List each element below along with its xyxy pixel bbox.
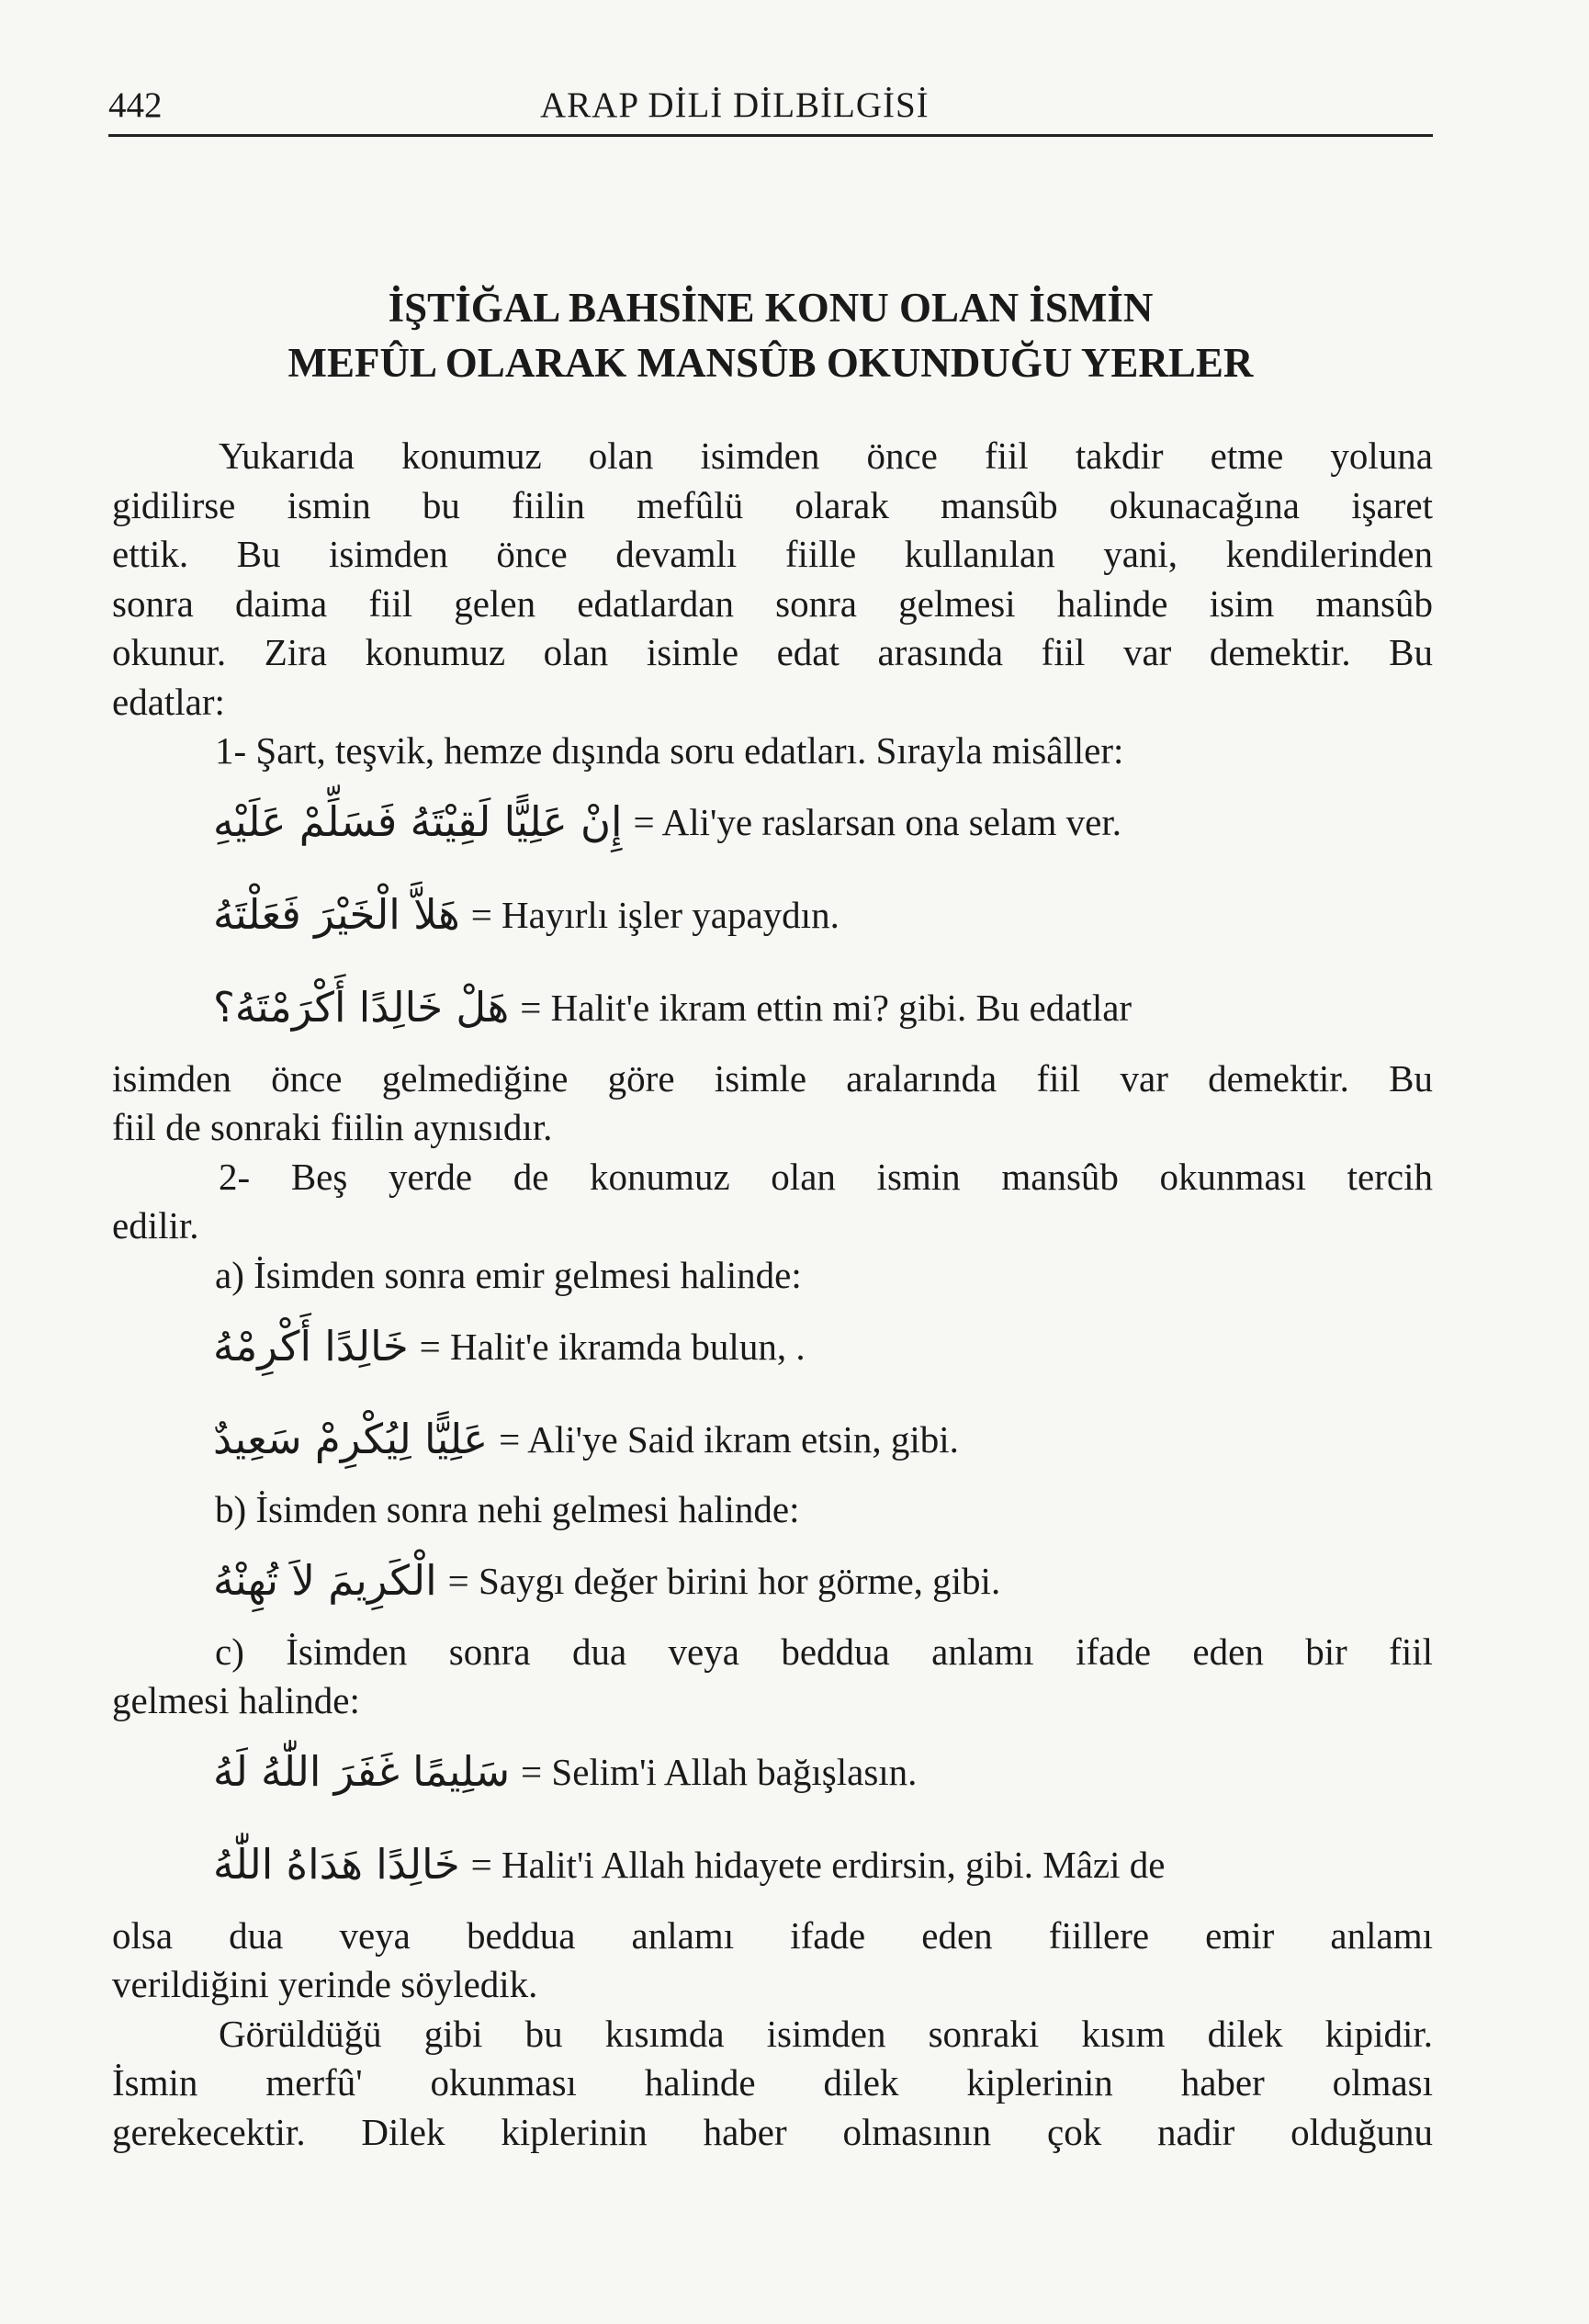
section-title-line-1: İŞTİĞAL BAHSİNE KONU OLAN İSMİN bbox=[388, 285, 1154, 331]
example-2 bbox=[112, 869, 1433, 962]
section-title-line-2: MEFÛL OLARAK MANSÛB OKUNDUĞU YERLER bbox=[287, 340, 1254, 386]
example-4 bbox=[112, 1300, 1433, 1393]
paragraph-line: edatlar: bbox=[112, 680, 225, 723]
list-item-2-cont: edilir. bbox=[112, 1204, 199, 1247]
example-translation: = Halit'e ikramda bulun, . bbox=[419, 1325, 806, 1368]
arabic-example: إِنْ عَلِيًّا لَقِيْتَهُ فَسَلِّمْ عَلَيْهِ bbox=[213, 797, 623, 846]
arabic-example: خَالِدًا أَكْرِمْهُ bbox=[213, 1321, 409, 1371]
example-translation: = Halit'i Allah hidayete erdirsin, gibi. Mâzi de bbox=[470, 1844, 1166, 1886]
arabic-example: خَالِدًا هَدَاهُ اللّٰهُ bbox=[213, 1840, 460, 1889]
paragraph-line: İsmin merfû' okunması halinde dilek kiplerinin haber olması bbox=[112, 2061, 1433, 2104]
example-8 bbox=[112, 1819, 1433, 1912]
sub-item-c: c) İsimden sonra dua veya beddua anlamı ifade eden bir fiil bbox=[215, 1630, 1433, 1673]
example-1 bbox=[112, 776, 1433, 869]
list-item-1: 1- Şart, teşvik, hemze dışında soru edatları. Sırayla misâller: bbox=[215, 729, 1124, 772]
example-6 bbox=[112, 1535, 1433, 1628]
paragraph-line: verildiğini yerinde söyledik. bbox=[112, 1963, 538, 2005]
paragraph-line: ettik. Bu isimden önce devamlı fiille kullanılan yani, kendilerinden bbox=[112, 533, 1433, 575]
paragraph-line: olsa dua veya beddua anlamı ifade eden fiillere emir anlamı bbox=[112, 1913, 1433, 1957]
body-text bbox=[112, 432, 1433, 2157]
example-translation: = Ali'ye Said ikram etsin, gibi. bbox=[499, 1417, 959, 1461]
sub-item-c-cont: gelmesi halinde: bbox=[112, 1679, 360, 1721]
sub-item-b: b) İsimden sonra nehi gelmesi halinde: bbox=[215, 1488, 800, 1530]
sub-item-a: a) İsimden sonra emir gelmesi halinde: bbox=[215, 1253, 802, 1296]
paragraph-line: Yukarıda konumuz olan isimden önce fiil takdir etme yoluna bbox=[219, 434, 1433, 477]
paragraph-line: isimden önce gelmediğine göre isimle aralarında fiil var demektir. Bu bbox=[112, 1056, 1433, 1100]
arabic-example: سَلِيمًا غَفَرَ اللّٰهُ لَهُ bbox=[213, 1747, 511, 1796]
paragraph-line: sonra daima fiil gelen edatlardan sonra gelmesi halinde isim mansûb bbox=[112, 581, 1433, 625]
arabic-example: هَلاَّ الْخَيْرَ فَعَلْتَهُ bbox=[213, 890, 460, 939]
paragraph-line: okunur. Zira konumuz olan isimle edat arasında fiil var demektir. Bu bbox=[112, 631, 1433, 673]
example-translation: = Selim'i Allah bağışlasın. bbox=[521, 1751, 918, 1793]
example-translation: = Halit'e ikram ettin mi? gibi. Bu edatlar bbox=[520, 987, 1133, 1029]
page-header bbox=[108, 83, 1433, 137]
arabic-example: الْكَرِيمَ لاَ تُهِنْهُ bbox=[213, 1556, 437, 1605]
list-item-2: 2- Beş yerde de konumuz olan ismin mansûb okunması tercih bbox=[219, 1155, 1433, 1198]
example-translation: = Ali'ye raslarsan ona selam ver. bbox=[633, 801, 1121, 843]
example-7 bbox=[112, 1726, 1433, 1819]
example-translation: = Hayırlı işler yapaydın. bbox=[470, 894, 840, 936]
arabic-example: عَلِيًّا لِيُكْرِمْ سَعِيدٌ bbox=[213, 1414, 489, 1463]
running-title: ARAP DİLİ DİLBİLGİSİ bbox=[540, 85, 930, 125]
example-3 bbox=[112, 962, 1433, 1055]
example-5 bbox=[112, 1393, 1433, 1485]
section-title bbox=[108, 280, 1433, 390]
example-translation: = Saygı değer birini hor görme, gibi. bbox=[447, 1560, 1001, 1602]
paragraph-line: Görüldüğü gibi bu kısımda isimden sonraki kısım dilek kipidir. bbox=[219, 2012, 1433, 2055]
page-number: 442 bbox=[108, 85, 163, 125]
paragraph-line: fiil de sonraki fiilin aynısıdır. bbox=[112, 1106, 553, 1148]
paragraph-line: gidilirse ismin bu fiilin mefûlü olarak mansûb okunacağına işaret bbox=[112, 483, 1433, 526]
arabic-example: هَلْ خَالِدًا أَكْرَمْتَهُ؟ bbox=[213, 983, 510, 1032]
paragraph-line: gerekecektir. Dilek kiplerinin haber olmasının çok nadir olduğunu bbox=[112, 2110, 1433, 2153]
